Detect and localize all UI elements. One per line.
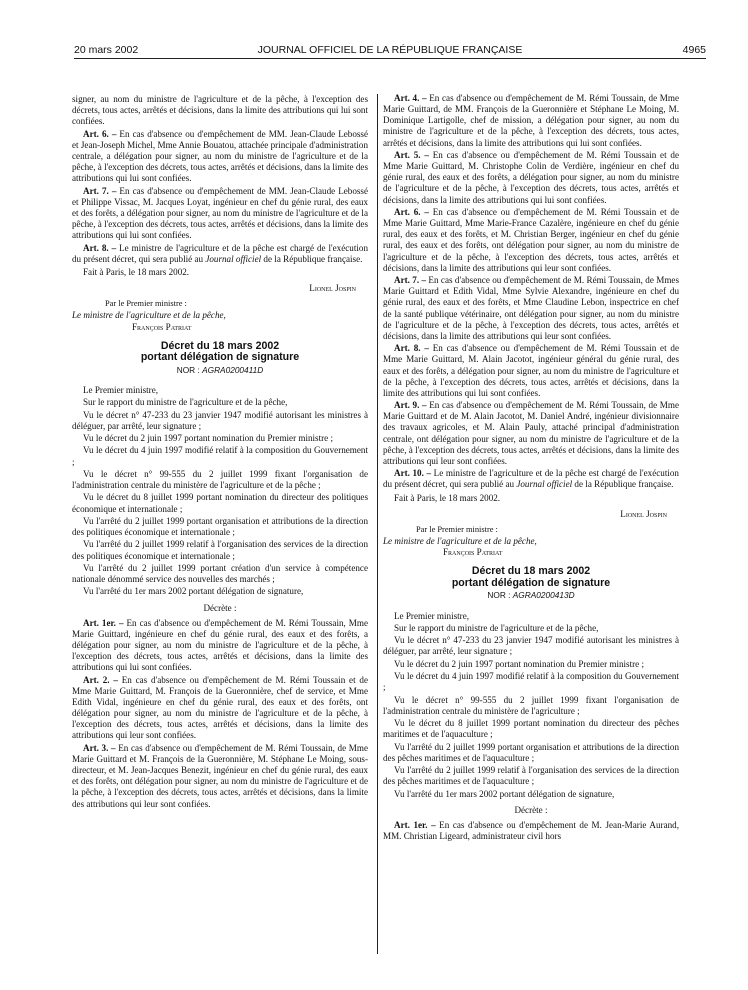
nor-reference (72, 365, 368, 376)
article-1 (72, 618, 368, 674)
article-4 (383, 93, 679, 149)
visa: Vu l'arrêté du 2 juillet 1999 portant organisation et attributions de la direction des politiques économique et internationale ; (72, 515, 368, 538)
article-text: En cas d'absence ou d'empêchement de M. Rémi Toussain, de Mme Marie Guittard et M. François de la Gueronnière, M. Stéphane Le Moing, sous-directeur, et M. Jean-Jacques Benezit, ingénieur en chef du génie rural, des eaux et des forêts, ont délégation pour signer, au nom du ministre de l'agriculture et de la pêche, à l'exception des décrets, tous actes, arrêtés et décisions, dans la limite des attributions qui leur sont confiées. (72, 742, 368, 809)
fait-a-paris: Fait à Paris, le 18 mars 2002. (394, 492, 501, 503)
article-label: Art. 8. – (394, 343, 429, 354)
article-label: Art. 1er. – (394, 819, 436, 830)
decret-title-line2: portant délégation de signature (451, 576, 611, 589)
article-text: En cas d'absence ou d'empêchement de M. Rémi Toussain et de Mme Marie Guittard, Mme Marie-France Cazalère, ingénieure en chef du génie rural, des eaux et des forêts, et M. Christian Berger, ingénieur en chef du génie rural, des eaux et des forêts, ont délégation pour signer, au nom du ministre de l'agriculture et de la pêche, à l'exception des décrets, tous actes, arrêtés et décisions, dans la limite des attributions qui leur sont confiées. (383, 206, 679, 273)
article-label: Art. 1er. – (83, 617, 124, 628)
paragraph: signer, au nom du ministre de l'agriculture et de la pêche, à l'exception des décrets, tous actes, arrêtés et décisions, dans la limite des attributions qui lui sont confiées. (72, 94, 368, 127)
visa: Sur le rapport du ministre de l'agriculture et de la pêche, (83, 397, 288, 408)
journal-title: JOURNAL OFFICIEL DE LA RÉPUBLIQUE FRANÇAISE (257, 44, 523, 56)
article-label: Art. 7. – (394, 275, 427, 286)
visa: Le Premier ministre, (394, 610, 470, 621)
article-9 (383, 400, 679, 467)
journal-officiel-italic: Journal officiel (516, 479, 573, 490)
visa: Vu le décret n° 47-233 du 23 janvier 1947 modifié autorisant les ministres à déléguer, par arrêté, leur signature ; (383, 635, 679, 657)
article-text: En cas d'absence ou d'empêchement de M. Jean-Marie Aurand, MM. Christian Ligeard, administrateur civil hors (383, 819, 679, 842)
article-text: En cas d'absence ou d'empêchement de MM. Jean-Claude Lebossé et Jean-Joseph Michel, Mme Annie Bouatou, attachée principale d'administration centrale, a délégation pour signer, au nom du ministre de l'agriculture et de la pêche, à l'exception des décrets, tous actes, arrêtés et décisions, dans la limite des attributions qui lui sont confiées. (72, 128, 368, 184)
minister-name: François Patriat (443, 547, 503, 558)
article-1 (383, 820, 679, 842)
article-7 (383, 275, 679, 342)
article-8 (383, 343, 679, 399)
article-text: Le ministre de l'agriculture et de la pêche est chargé de l'exécution du présent décret, qui sera publié au (383, 468, 679, 490)
visa: Vu le décret du 2 juin 1997 portant nomination du Premier ministre ; (83, 433, 333, 444)
visa: Vu le décret n° 99-555 du 2 juillet 1999 fixant l'organisation de l'administration centrale du ministère de l'agriculture ; (383, 694, 679, 716)
journal-officiel-italic: Journal officiel (205, 253, 262, 264)
signer-name: Lionel Jospin (620, 508, 667, 519)
minister-role: Le ministre de l'agriculture et de la pêche, (383, 536, 537, 547)
decret-title-line2: portant délégation de signature (140, 351, 300, 364)
article-6 (383, 207, 679, 274)
decret-title-line1: Décret du 18 mars 2002 (471, 565, 591, 578)
decret-title (72, 341, 368, 364)
article-label: Art. 10. – (394, 468, 432, 479)
decrete: Décrète : (514, 804, 548, 815)
par-premier-ministre: Par le Premier ministre : (416, 524, 498, 534)
article-text: En cas d'absence ou d'empêchement de M. Rémi Toussain et de Mme Marie Guittard, M. Alain Jacotot, ingénieur général du génie rural, des eaux et des forêts, a délégation pour signer, au nom du ministre de l'agriculture et de la pêche, à l'exception des décrets, tous actes, arrêtés et décisions, dans la limite des attributions qui lui sont confiées. (383, 343, 679, 398)
visa: Vu l'arrêté du 1er mars 2002 portant délégation de signature, (83, 586, 304, 597)
article-label: Art. 7. – (83, 185, 117, 196)
nor-code: AGRA0200413D (512, 590, 575, 601)
article-label: Art. 9. – (394, 400, 427, 411)
decret-title (383, 566, 679, 589)
decrete: Décrète : (203, 602, 237, 613)
article-label: Art. 6. – (394, 206, 429, 217)
article-text: En cas d'absence ou d'empêchement de M. Rémi Toussain, de Mme Marie Guittard, de MM. François de la Gueronnière et Stéphane Le Moing, M. Dominique Lartigolle, chef de mission, a délégation pour signer, au nom du ministre de l'agriculture et de la pêche, à l'exception des décrets, tous actes, arrêtés et décisions, dans la limite des attributions qui lui sont confiées. (383, 93, 679, 148)
article-label: Art. 6. – (83, 128, 117, 139)
visa: Vu le décret du 2 juin 1997 portant nomination du Premier ministre ; (394, 658, 644, 669)
article-label: Art. 4. – (394, 93, 427, 103)
signer-name: Lionel Jospin (309, 283, 356, 294)
visa: Vu le décret du 8 juillet 1999 portant nomination du directeur des politiques économique et internationale ; (72, 492, 368, 514)
article-10 (383, 468, 679, 490)
article-text: de la République française. (261, 253, 363, 264)
column-divider (377, 94, 378, 954)
visa: Vu l'arrêté du 2 juillet 1999 portant organisation et attributions de la direction des pêches maritimes et de l'aquaculture ; (383, 741, 679, 763)
right-column (383, 93, 679, 843)
article-8 (72, 243, 368, 265)
article-2 (72, 675, 368, 742)
article-text: En cas d'absence ou d'empêchement de MM. Jean-Claude Lebossé et Philippe Vissac, M. Jacques Loyat, ingénieur en chef du génie rural, des eaux et des forêts, a délégation pour signer, au nom du ministre de l'agriculture et de la pêche, à l'exception des décrets, tous actes, arrêtés et décisions, dans la limite des attributions qui lui sont confiées. (72, 185, 368, 241)
decret-title-line1: Décret du 18 mars 2002 (160, 339, 280, 352)
page-number: 4965 (682, 44, 706, 56)
article-text: En cas d'absence ou d'empêchement de M. Rémi Toussain, Mme Marie Guittard, ingénieure en chef du génie rural, des eaux et des forêts, a délégation pour signer, au nom du ministre de l'agriculture et de la pêche, à l'exception des décrets, tous actes, arrêtés et décisions, dans la limite des attributions qui lui sont confiées. (72, 617, 368, 673)
article-text: En cas d'absence ou d'empêchement de M. Rémi Toussain et de Mme Marie Guittard, M. Christophe Colin de Verdière, ingénieur en chef du génie rural, des eaux et des forêts, a délégation pour signer, au nom du ministre de l'agriculture et de la pêche, à l'exception des décrets, tous actes, arrêtés et décisions, dans la limite des attributions qui lui sont confiées. (383, 149, 679, 205)
issue-date: 20 mars 2002 (74, 44, 139, 56)
nor-label: NOR : (487, 590, 513, 601)
header-rule (74, 58, 706, 59)
article-label: Art. 3. – (83, 742, 116, 753)
visa: Vu le décret du 8 juillet 1999 portant nomination du directeur des pêches maritimes et de l'aquaculture ; (383, 718, 679, 740)
visa: Le Premier ministre, (83, 384, 159, 395)
par-premier-ministre: Par le Premier ministre : (105, 299, 187, 309)
visa: Vu le décret du 4 juin 1997 modifié relatif à la composition du Gouvernement ; (383, 671, 679, 693)
visa: Vu l'arrêté du 1er mars 2002 portant délégation de signature, (394, 788, 615, 799)
nor-reference (383, 590, 679, 601)
minister-name: François Patriat (132, 321, 192, 332)
visa: Vu le décret n° 47-233 du 23 janvier 1947 modifié autorisant les ministres à déléguer, par arrêté, leur signature ; (72, 409, 368, 431)
article-6 (72, 129, 368, 185)
article-text: En cas d'absence ou d'empêchement de M. Rémi Toussain, de Mme Marie Guittard et de M. Alain Jacotot, M. Daniel André, ingénieur divisionnaire des travaux agricoles, et M. Alain Pauly, attaché principal d'administration centrale, ont délégation pour signer, au nom du ministre de l'agriculture et de la pêche, à l'exception des décrets, tous actes, arrêtés et décisions, dans la limite des attributions qui leur sont confiées. (383, 400, 679, 466)
article-text: de la République française. (572, 479, 674, 490)
article-3 (72, 743, 368, 810)
article-5 (383, 150, 679, 206)
article-7 (72, 186, 368, 242)
fait-a-paris: Fait à Paris, le 18 mars 2002. (83, 266, 190, 277)
visa: Vu le décret du 4 juin 1997 modifié relatif à la composition du Gouvernement ; (72, 445, 368, 467)
minister-role: Le ministre de l'agriculture et de la pêche, (72, 310, 226, 321)
visa: Vu l'arrêté du 2 juillet 1999 relatif à l'organisation des services de la direction des politiques économique et internationale ; (72, 539, 368, 561)
article-text: En cas d'absence ou d'empêchement de M. Rémi Toussain, de Mmes Marie Guittard et Edith Vidal, Mme Sylvie Alexandre, ingénieure en chef du génie rural, des eaux et des forêts, et Mme Claudine Lebon, inspectrice en chef de la santé publique vétérinaire, ont délégation pour signer, au nom du ministre de l'agriculture et de la pêche, à l'exception des décrets, tous actes, arrêtés et décisions, dans la limite des attributions qui leur sont confiées. (383, 275, 679, 341)
nor-label: NOR : (176, 364, 203, 375)
left-column (72, 94, 368, 811)
visa: Sur le rapport du ministre de l'agriculture et de la pêche, (394, 622, 599, 633)
article-label: Art. 2. – (83, 674, 118, 685)
article-text: En cas d'absence ou d'empêchement de M. Rémi Toussain et de Mme Marie Guittard, M. François de la Gueronnière, chef de service, et Mme Edith Vidal, ingénieure en chef du génie rural, des eaux et des forêts, ont délégation pour signer, au nom du ministre de l'agriculture et de la pêche, à l'exception des décrets, tous actes, arrêtés et décisions, dans la limite des attributions qui leur sont confiées. (72, 674, 368, 741)
article-label: Art. 8. – (83, 242, 117, 253)
article-text: Le ministre de l'agriculture et de la pêche est chargé de l'exécution du présent décret, qui sera publié au (72, 242, 368, 264)
visa: Vu l'arrêté du 2 juillet 1999 portant création d'un service à compétence nationale dénommé service des nouvelles des marchés ; (72, 562, 368, 585)
visa: Vu le décret n° 99-555 du 2 juillet 1999 fixant l'organisation de l'administration centrale du ministère de l'agriculture et de la pêche ; (72, 468, 368, 491)
article-label: Art. 5. – (394, 149, 429, 160)
page-header (74, 42, 706, 58)
nor-code: AGRA0200411D (202, 364, 264, 375)
visa: Vu l'arrêté du 2 juillet 1999 relatif à l'organisation des services de la direction des pêches maritimes et de l'aquaculture ; (383, 765, 679, 787)
